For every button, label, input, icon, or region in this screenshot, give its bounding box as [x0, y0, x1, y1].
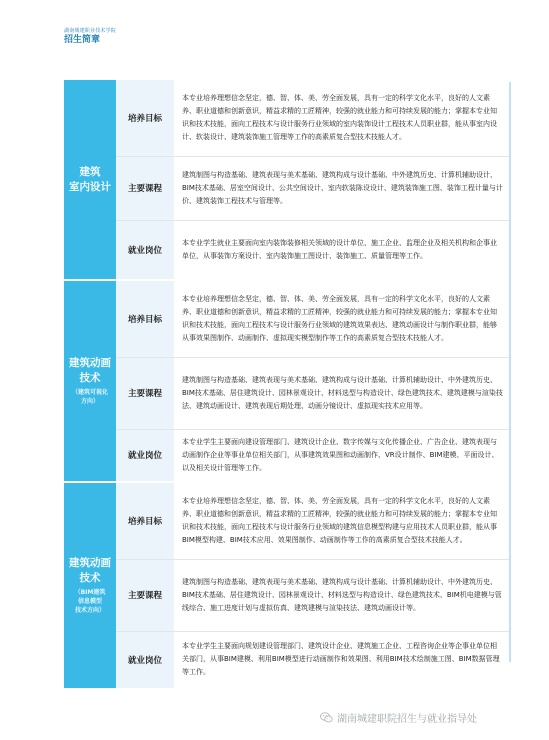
row-text: 建筑制图与构造基础、建筑表现与美术基础、建筑构成与设计基础、中外建筑历史、计算机辅助设计、BIM技术基础、居室空间设计、公共空间设计、室内软装陈设设计、建筑装饰施工图、装饰工程计量与计价、建筑装饰工程技术与管理等。	[182, 170, 503, 205]
row-text: 建筑制图与构造基础、建筑表现与美术基础、建筑构成与设计基础、计算机辅助设计、中外建筑历史、BIM技术基础、居住建筑设计、园林景观设计、材料选型与构造设计、绿色建筑技术、BIM机电建模与管线综合、施工进度计划与虚拟仿真、建筑建模与渲染技法、建筑动画设计等。	[182, 577, 502, 612]
row-text: 本专业学生主要面向建设管理部门、建筑设计企业、数字传媒与文化传播企业、广告企业、建筑表现与动画制作企业等事业单位相关部门，从事建筑效果图和动画制作、VR设计制作、BIM建模、平面设计、以及相关设计管理等工作。	[182, 437, 499, 472]
row-training-goal	[116, 80, 509, 157]
major-rows	[116, 281, 509, 481]
row-main-courses	[116, 358, 509, 429]
major-cell	[64, 281, 116, 481]
major-table	[64, 80, 509, 690]
school-name: 湖南城建职业技术学院	[64, 28, 117, 34]
major-section	[64, 281, 509, 483]
wechat-icon	[320, 712, 333, 723]
row-main-courses	[116, 560, 509, 631]
watermark-text: 湖南城建职院招生与就业指导处	[337, 714, 477, 725]
page-header	[64, 28, 116, 46]
row-label: 培养目标	[116, 483, 174, 559]
row-training-goal	[116, 281, 509, 358]
row-employment	[116, 430, 509, 481]
major-section	[64, 80, 509, 281]
row-label: 主要课程	[116, 358, 174, 428]
row-text: 本专业培养理想信念坚定，德、智、体、美、劳全面发展，具有一定的科学文化水平，良好的人文素养、职业道德和创新意识，精益求精的工匠精神，较强的就业能力和可持续发展的能力；掌握本专业知识和技术技能，面向工程技术与设计服务行业领域的室内装饰设计工程技术人员职业群，能从事室内设计、软装设计、建筑装饰施工管理等工作的高素质复合型技术技能人才。	[182, 94, 497, 142]
major-direction: （建筑可视化 方向）	[71, 389, 108, 405]
row-employment	[116, 221, 509, 279]
row-text: 本专业学生主要面向规划建设管理部门、建筑设计企业、建筑施工企业、工程咨询企业等企事业单位相关部门，从事BIM建模、利用BIM模型进行动画制作和效果图、利用BIM技术绘制施工图、BIM数据管理等工作。	[182, 642, 500, 677]
watermark	[320, 710, 477, 725]
major-name: 建筑动画 技术	[69, 357, 111, 384]
major-direction: （BIM建筑 信息模型 技术方向）	[74, 589, 106, 614]
row-text: 本专业学生就业主要面向室内装饰装修相关领域的设计单位、施工企业、监理企业及相关机构和企事业单位，从事装饰方案设计、室内装饰施工图设计、装饰施工、质量管理等工作。	[182, 238, 497, 260]
major-rows	[116, 483, 509, 688]
major-name: 建筑动画 技术	[69, 557, 111, 584]
row-main-courses	[116, 157, 509, 220]
row-text: 本专业培养理想信念坚定，德、智、体、美、劳全面发展，具有一定的科学文化水平，良好的人文素养、职业道德和创新意识，精益求精的工匠精神，较强的就业能力和可持续发展的能力；掌握本专业知识和技术技能，面向工程技术与设计服务行业领域的建筑信息模型构建与应用技术人员职业群，能从事BIM模型构建、BIM技术应用、效果图制作、动画制作等工作的高素质复合型技术技能人才。	[182, 497, 497, 545]
row-label: 主要课程	[116, 560, 174, 630]
row-employment	[116, 632, 509, 688]
decorative-spine	[509, 82, 511, 662]
row-text: 建筑制图与构造基础、建筑表现与美术基础、建筑构成与设计基础、计算机辅助设计、中外建筑历史、BIM技术基础、居住建筑设计、园林景观设计、材料选型与构造设计、绿色建筑技术、建筑建模与渲染技法、建筑动画设计、建筑表现后期处理、动画分镜设计、虚拟现实技术应用等。	[182, 375, 503, 410]
row-label: 就业岗位	[116, 632, 174, 688]
major-name: 建筑 室内设计	[69, 165, 111, 193]
page-title: 招生简章	[64, 35, 101, 45]
row-label: 就业岗位	[116, 221, 174, 279]
row-label: 培养目标	[116, 80, 174, 156]
row-text: 本专业培养理想信念坚定，德、智、体、美、劳全面发展，具有一定的科学文化水平，良好的人文素养、职业道德和创新意识，精益求精的工匠精神，较强的就业能力和可持续发展的能力；掌握本专业知识和技术技能，面向工程技术与设计服务行业领域的建筑效果表达、建筑动画设计与制作职业群，能够从事效果图制作、动画制作、虚拟现实模型制作等工作的高素质复合型技术技能人才。	[182, 295, 497, 343]
row-label: 培养目标	[116, 281, 174, 357]
row-label: 主要课程	[116, 157, 174, 219]
major-section	[64, 483, 509, 690]
major-cell	[64, 80, 116, 279]
row-label: 就业岗位	[116, 430, 174, 481]
row-training-goal	[116, 483, 509, 560]
major-cell	[64, 483, 116, 688]
major-rows	[116, 80, 509, 279]
